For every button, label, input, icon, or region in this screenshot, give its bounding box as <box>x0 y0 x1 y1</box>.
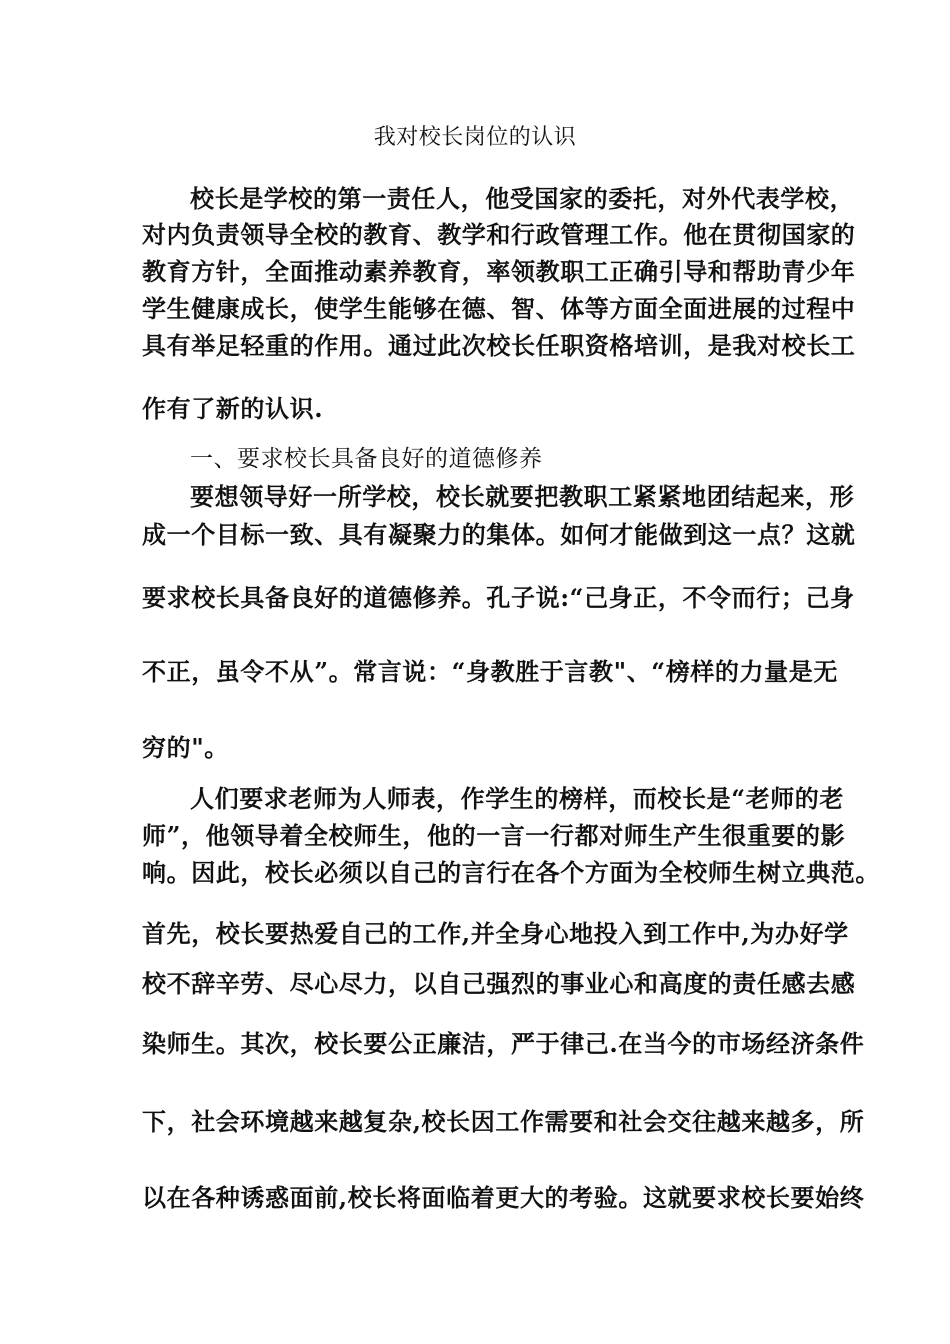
document-title: 我对校长岗位的认识 <box>373 125 577 150</box>
paragraph-line: 首先，校长要热爱自己的工作,并全身心地投入到工作中,为办好学 <box>142 919 849 948</box>
paragraph-line: 穷的"。 <box>142 733 229 762</box>
paragraph-line: 成一个目标一致、具有凝聚力的集体。如何才能做到这一点？这就 <box>142 520 856 549</box>
paragraph-line: 染师生。其次，校长要公正廉洁，严于律己.在当今的市场经济条件 <box>142 1029 865 1058</box>
paragraph-line: 作有了新的认识. <box>142 394 324 423</box>
paragraph-line: 要想领导好一所学校，校长就要把教职工紧紧地团结起来，形 <box>190 482 855 511</box>
paragraph-line: 响。因此，校长必须以自己的言行在各个方面为全校师生树立典范。 <box>142 858 880 887</box>
paragraph-line: 下，社会环境越来越复杂,校长因工作需要和社会交往越来越多，所 <box>142 1107 865 1136</box>
paragraph-line: 不正，虽令不从”。常言说：“身教胜于言教"、“榜样的力量是无 <box>142 657 838 686</box>
paragraph-line: 要求校长具备良好的道德修养。孔子说:“己身正，不令而行；己身 <box>142 583 855 612</box>
paragraph-line: 师”，他领导着全校师生，他的一言一行都对师生产生很重要的影 <box>142 821 846 850</box>
paragraph-line: 校长是学校的第一责任人，他受国家的委托，对外代表学校， <box>190 184 855 213</box>
paragraph-line: 以在各种诱惑面前,校长将面临着更大的考验。这就要求校长要始终 <box>142 1183 865 1212</box>
section-heading: 一、要求校长具备良好的道德修养 <box>190 446 543 472</box>
paragraph-line: 教育方针，全面推动素养教育，率领教职工正确引导和帮助青少年 <box>142 257 856 286</box>
paragraph-line: 对内负责领导全校的教育、教学和行政管理工作。他在贯彻国家的 <box>142 220 856 249</box>
paragraph-line: 学生健康成长，使学生能够在德、智、体等方面全面进展的过程中 <box>142 294 856 323</box>
paragraph-line: 具有举足轻重的作用。通过此次校长任职资格培训，是我对校长工 <box>142 331 856 360</box>
paragraph-line: 校不辞辛劳、尽心尽力，以自己强烈的事业心和高度的责任感去感 <box>142 969 856 998</box>
paragraph-line: 人们要求老师为人师表，作学生的榜样，而校长是“老师的老 <box>190 784 845 813</box>
